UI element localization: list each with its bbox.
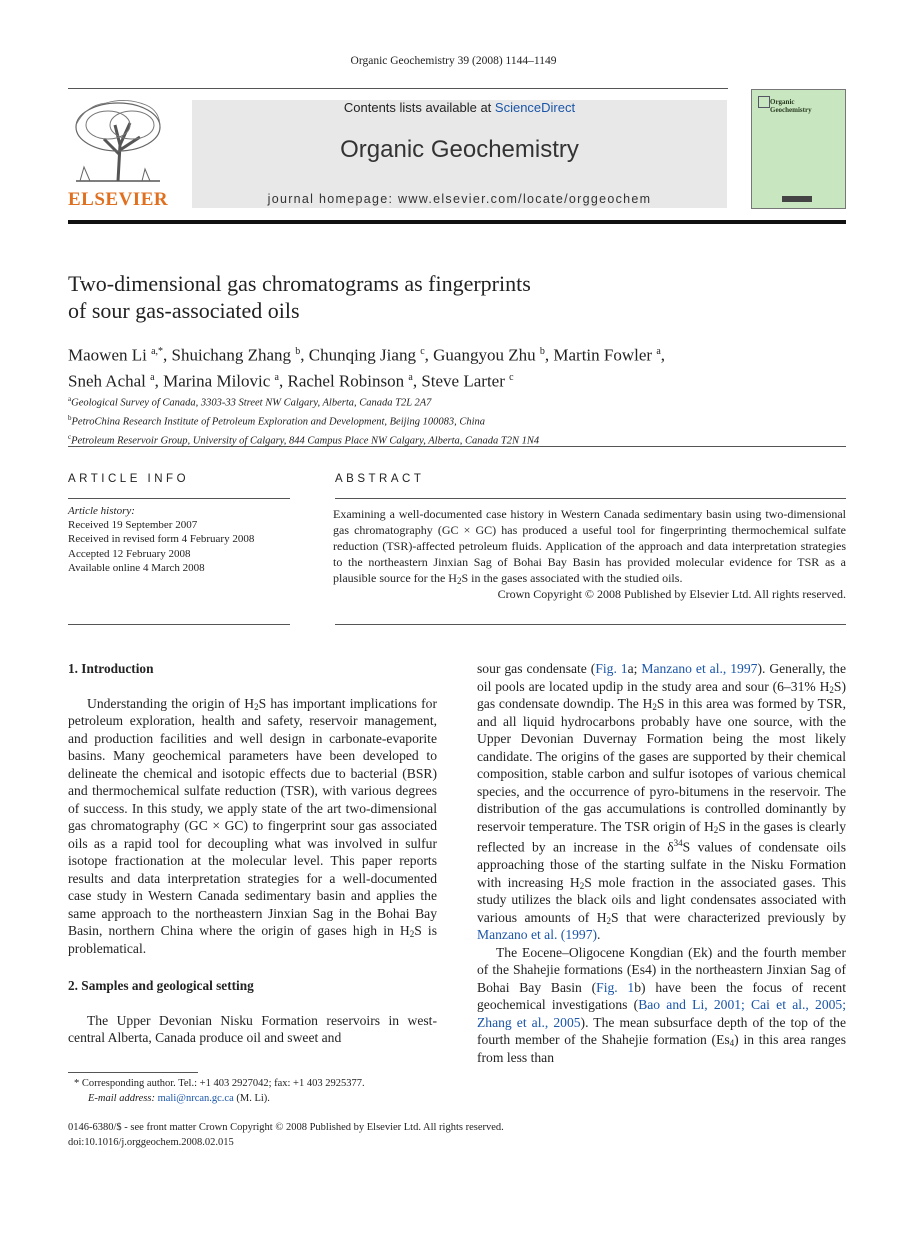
abstract-heading: ABSTRACT bbox=[335, 473, 425, 485]
reference-link[interactable]: Manzano et al., 1997 bbox=[641, 661, 758, 676]
affiliation: $^b$PetroChina Research Institute of Petroleum Exploration and Development, Beijing 100083, China bbox=[68, 414, 486, 428]
footnote-rule bbox=[68, 1072, 198, 1073]
divider bbox=[68, 624, 290, 625]
journal-cover-thumbnail bbox=[751, 89, 846, 209]
author-name: Martin Fowler bbox=[553, 345, 657, 365]
paragraph: sour gas condensate (Fig. 1a; Manzano et al., 1997). Generally, the oil pools are located updip in the study area and sour (6–31% $H_2S$) gas condensate downdip. The $H_2S$ in this area was formed by TSR, and all liquid hydrocarbons probably have one source, with the Upper Devonian Duvernay Formation being the most likely candidate. The origins of the gases are supported by their chemical composition, stable carbon and sulfur isotopes of various chemical species, and the occurrence of pyro-bitumens in the reservoir. The distribution of the gas accumulations is controlled dominantly by reservoir temperature. The TSR origin of $H_2S$ in the gases is clearly reflected by an increase in the $\delta^{34}S$ values of condensate oils approaching those of the starting sulfate in the Nisku Formation with increasing $H_2S$ mole fraction in the associated gases. This study utilizes the black oils and light condensates associated with various amounts of $H_2S$ that were characterized previously by Manzano et al. (1997). bbox=[477, 661, 847, 943]
section-heading: 2. Samples and geological setting bbox=[68, 978, 254, 993]
divider bbox=[68, 446, 846, 447]
paragraph: The Eocene–Oligocene Kongdian (Ek) and the fourth member of the Shahejie formations (Es4) in the northeastern Jinxian Sag of Bohai Bay Basin (Fig. 1b) have been the focus of recent geochemical investigations (Bao and Li, 2001; Cai et al., 2005; Zhang et al., 2005). The mean subsurface depth of the top of the fourth member of the Shahejie formation $(Es_4)$ in this area ranges from less than bbox=[477, 944, 846, 1065]
history-item: Received 19 September 2007 bbox=[68, 519, 198, 532]
author-name: Maowen Li bbox=[68, 345, 152, 365]
contents-line: Contents lists available at ScienceDirect bbox=[343, 100, 576, 115]
header-thick-rule bbox=[68, 220, 846, 224]
doi-line[interactable]: doi:10.1016/j.orggeochem.2008.02.015 bbox=[68, 1136, 234, 1148]
left-column bbox=[68, 660, 437, 1047]
author-list bbox=[68, 341, 828, 392]
author-affiliation-mark: a bbox=[408, 371, 413, 383]
reference-link[interactable]: Bao and Li, 2001; Cai et al., 2005; Zhang et al., 2005 bbox=[477, 997, 846, 1030]
author-affiliation-mark: c bbox=[420, 346, 425, 357]
author-affiliation-mark: a bbox=[274, 371, 279, 383]
article-title: Two-dimensional gas chromatograms as fingerprints of sour gas-associated oils bbox=[68, 271, 531, 323]
history-item: Available online 4 March 2008 bbox=[68, 561, 205, 574]
author-name: Sneh Achal bbox=[68, 371, 151, 391]
divider bbox=[335, 498, 846, 499]
article-info-heading: ARTICLE INFO bbox=[68, 473, 190, 485]
author-line-1: Maowen Li $^{a,*}$, Shuichang Zhang $^b$, Chunqing Jiang $^c$, Guangyou Zhu $^b$, Martin Fowler $^a$, bbox=[68, 345, 666, 365]
elsevier-logo bbox=[68, 95, 178, 213]
corresponding-author-footnote: * Corresponding author. Tel.: +1 403 2927042; fax: +1 403 2925377. E-mail address: mali@nrcan.gc.ca (M. Li). bbox=[74, 1078, 365, 1104]
author-affiliation-mark: a bbox=[150, 371, 155, 383]
article-history: Article history: Received 19 September 2007 Received in revised form 4 February 2008 Accepted 12 February 2008 Available online 4 March 2008 bbox=[68, 505, 255, 574]
journal-banner bbox=[192, 100, 727, 208]
author-name: Guangyou Zhu bbox=[433, 345, 540, 365]
publisher-wordmark: ELSEVIER bbox=[68, 189, 169, 210]
figure-link[interactable]: Fig. 1 bbox=[595, 661, 628, 676]
right-column bbox=[477, 660, 846, 1066]
author-name: Shuichang Zhang bbox=[171, 345, 296, 365]
abstract-text: Examining a well-documented case history in Western Canada sedimentary basin using two-dimensional gas chromatography (GC × GC) has produced a useful tool for fingerprinting thermochemical sulfate reduction (TSR)-affected petroleum fluids. Application of the approach and data interpretation strategies to the northeastern Jinxian Sag of Bohai Bay Basin has provided molecular evidence for TSR as a plausible source for the $H_2S$ in the gases associated with the studied oils. Crown Copyright © 2008 Published by Elsevier Ltd. All rights reserved. bbox=[333, 507, 846, 601]
history-item: Received in revised form 4 February 2008 bbox=[68, 533, 255, 546]
paragraph: Understanding the origin of $H_2S$ has important implications for petroleum exploration, health and safety, reservoir management, and production facilities and well design in carbonate-evaporite basins. Many geochemical parameters have been developed to delineate the chemical and isotopic effects due to bacterial (BSR) and thermochemical sulfate reduction (TSR), with various degrees of success. In this study, we apply state of the art two-dimensional gas chromatography (GC × GC) to fingerprint sour gas associated oils as a rapid tool for decoupling what was involved in sulfur isotope fractionation at the molecular level. This paper reports results and data interpretation strategies for a well-documented case study in Western Canada sedimentary basin and applies the same approach to the northeastern Jinxian Sag in the Bohai Bay Basin, northern China where the origin of gases high in $H_2S$ is problematical. bbox=[68, 695, 438, 956]
author-name: Rachel Robinson bbox=[287, 371, 409, 391]
author-affiliation-mark: b bbox=[295, 346, 301, 357]
cover-publisher-icon bbox=[782, 196, 812, 202]
issn-line: 0146-6380/$ - see front matter Crown Copyright © 2008 Published by Elsevier Ltd. All rights reserved. bbox=[68, 1122, 504, 1133]
divider bbox=[335, 624, 846, 625]
front-matter bbox=[68, 1121, 504, 1150]
affiliation: $^c$Petroleum Reservoir Group, University of Calgary, 844 Campus Place NW Calgary, Alberta, Canada T2N 1N4 bbox=[68, 433, 540, 447]
header-rule bbox=[68, 88, 728, 89]
cover-title: Organic Geochemistry bbox=[770, 98, 812, 114]
author-affiliation-mark: a,* bbox=[151, 346, 164, 357]
author-affiliation-mark: b bbox=[539, 346, 545, 357]
cover-emblem-icon bbox=[758, 96, 770, 108]
copyright-line: Crown Copyright © 2008 Published by Elsevier Ltd. All rights reserved. bbox=[497, 587, 846, 601]
journal-title: Organic Geochemistry bbox=[340, 136, 579, 163]
author-name: Chunqing Jiang bbox=[308, 345, 421, 365]
divider bbox=[68, 498, 290, 499]
affiliation: $^a$Geological Survey of Canada, 3303-33 Street NW Calgary, Alberta, Canada T2L 2A7 bbox=[68, 395, 432, 409]
author-affiliation-mark: a bbox=[656, 346, 661, 357]
email-link[interactable]: mali@nrcan.gc.ca bbox=[157, 1092, 234, 1104]
journal-homepage[interactable]: journal homepage: www.elsevier.com/locate/orggeochem bbox=[267, 192, 652, 206]
author-line-2: Sneh Achal $^a$, Marina Milovic $^a$, Rachel Robinson $^a$, Steve Larter $^c$ bbox=[68, 371, 514, 391]
history-item: Accepted 12 February 2008 bbox=[68, 547, 191, 560]
journal-citation: Organic Geochemistry 39 (2008) 1144–1149 bbox=[350, 55, 557, 67]
author-name: Steve Larter bbox=[421, 371, 510, 391]
reference-link[interactable]: Manzano et al. (1997) bbox=[477, 927, 598, 943]
author-name: Marina Milovic bbox=[163, 371, 275, 391]
author-affiliation-mark: c bbox=[509, 371, 514, 383]
sciencedirect-link[interactable]: ScienceDirect bbox=[494, 100, 576, 115]
figure-link[interactable]: Fig. 1 bbox=[596, 979, 635, 995]
paragraph: The Upper Devonian Nisku Formation reservoirs in west-central Alberta, Canada produce oil and sweet and bbox=[68, 1012, 437, 1045]
section-heading: 1. Introduction bbox=[68, 661, 154, 676]
affiliations bbox=[68, 392, 539, 449]
